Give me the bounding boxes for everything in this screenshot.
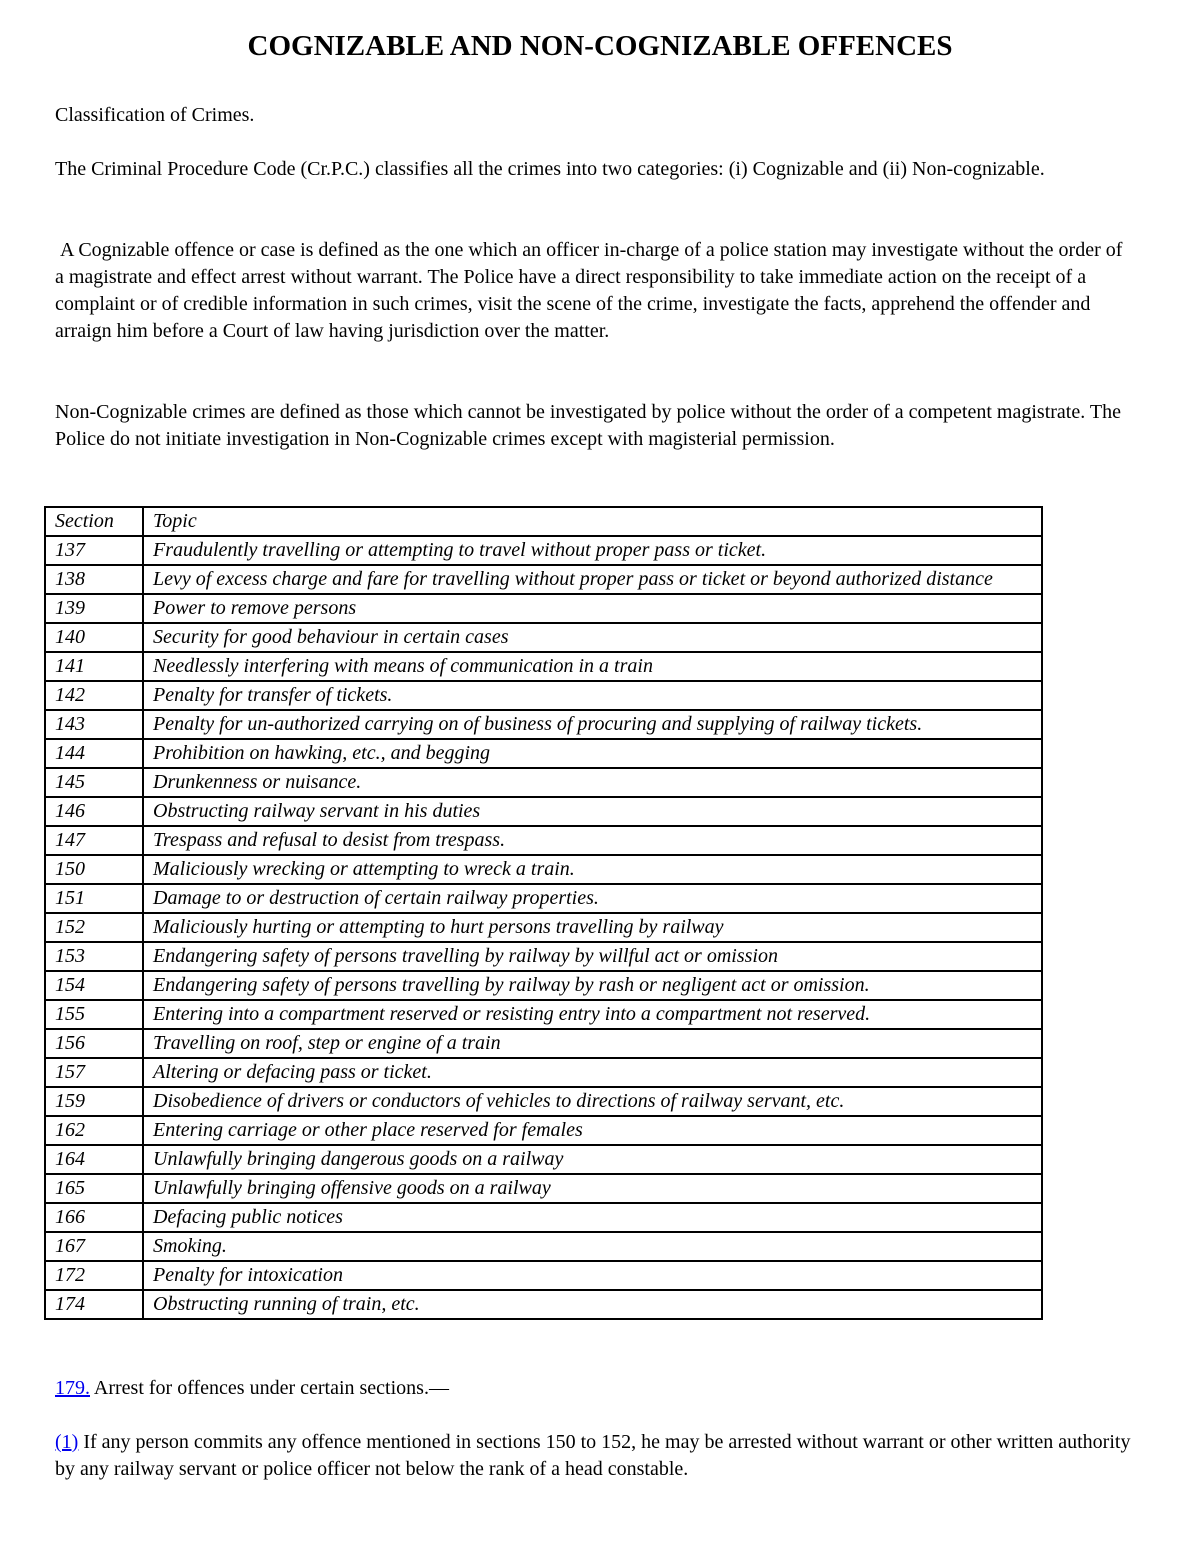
section-topic: Security for good behaviour in certain cases (143, 623, 1042, 652)
cognizable-paragraph (55, 237, 1135, 345)
table-row (45, 594, 1042, 623)
section-topic: Damage to or destruction of certain railway properties. (143, 884, 1042, 913)
section-number: 151 (45, 884, 143, 913)
table-row (45, 797, 1042, 826)
section-number: 174 (45, 1290, 143, 1319)
section-topic: Prohibition on hawking, etc., and begging (143, 739, 1042, 768)
section-179-link[interactable]: 179. (55, 1377, 90, 1399)
section-number: 138 (45, 565, 143, 594)
page-title: COGNIZABLE AND NON-COGNIZABLE OFFENCES (247, 30, 953, 62)
section-topic: Trespass and refusal to desist from trespass. (143, 826, 1042, 855)
section-number: 139 (45, 594, 143, 623)
table-row (45, 884, 1042, 913)
section-number: 153 (45, 942, 143, 971)
subsection-1-link[interactable]: (1) (55, 1431, 79, 1453)
section-topic: Needlessly interfering with means of communication in a train (143, 652, 1042, 681)
table-row (45, 913, 1042, 942)
section-topic: Obstructing running of train, etc. (143, 1290, 1042, 1319)
section-number: 141 (45, 652, 143, 681)
table-row (45, 855, 1042, 884)
table-row (45, 1203, 1042, 1232)
section-number: 155 (45, 1000, 143, 1029)
table-row (45, 1058, 1042, 1087)
section-number: 166 (45, 1203, 143, 1232)
table-row (45, 536, 1042, 565)
section-number: 157 (45, 1058, 143, 1087)
section-topic: Entering into a compartment reserved or resisting entry into a compartment not reserved. (143, 1000, 1042, 1029)
section-number: 172 (45, 1261, 143, 1290)
section-topic: Entering carriage or other place reserved for females (143, 1116, 1042, 1145)
section-topic: Obstructing railway servant in his duties (143, 797, 1042, 826)
section-topic: Disobedience of drivers or conductors of vehicles to directions of railway servant, etc. (143, 1087, 1042, 1116)
table-row (45, 1232, 1042, 1261)
section-179-title: Arrest for offences under certain sections.— (93, 1377, 449, 1399)
table-header-row (45, 507, 1042, 536)
section-topic: Fraudulently travelling or attempting to travel without proper pass or ticket. (143, 536, 1042, 565)
section-topic: Defacing public notices (143, 1203, 1042, 1232)
section-number: 159 (45, 1087, 143, 1116)
table-row (45, 681, 1042, 710)
section-number: 146 (45, 797, 143, 826)
section-number: 162 (45, 1116, 143, 1145)
table-row (45, 1000, 1042, 1029)
section-number: 144 (45, 739, 143, 768)
non-cognizable-paragraph: Non-Cognizable crimes are defined as those which cannot be investigated by police without the order of a competent magistrate. The Police do not initiate investigation in Non-Cognizable crimes except with magisterial permission. (55, 401, 1121, 450)
section-topic: Levy of excess charge and fare for travelling without proper pass or ticket or beyond authorized distance (143, 565, 1042, 594)
section-topic: Maliciously hurting or attempting to hurt persons travelling by railway (143, 913, 1042, 942)
section-number: 164 (45, 1145, 143, 1174)
table-row (45, 623, 1042, 652)
section-number: 167 (45, 1232, 143, 1261)
section-number: 165 (45, 1174, 143, 1203)
cognizable-text: A Cognizable offence or case is defined as the one which an officer in-charge of a police station may investigate without the order of a magistrate and effect arrest without warrant. The Police have a direct responsibility to take immediate action on the receipt of a complaint or of credible information in such crimes, visit the scene of the crime, investigate the facts, apprehend the offender and arraign him before a Court of law having jurisdiction over the matter. (55, 239, 1123, 342)
classification-heading: Classification of Crimes. (55, 104, 255, 126)
section-topic: Smoking. (143, 1232, 1042, 1261)
section-topic: Penalty for un-authorized carrying on of business of procuring and supplying of railway tickets. (143, 710, 1042, 739)
table-row (45, 1145, 1042, 1174)
header-topic: Topic (143, 507, 1042, 536)
section-topic: Power to remove persons (143, 594, 1042, 623)
table-row (45, 652, 1042, 681)
table-row (45, 565, 1042, 594)
section-topic: Maliciously wrecking or attempting to wreck a train. (143, 855, 1042, 884)
section-number: 145 (45, 768, 143, 797)
section-number: 143 (45, 710, 143, 739)
table-row (45, 1261, 1042, 1290)
table-row (45, 768, 1042, 797)
table-row (45, 1290, 1042, 1319)
table-row (45, 1087, 1042, 1116)
section-topic: Unlawfully bringing offensive goods on a railway (143, 1174, 1042, 1203)
section-topic: Unlawfully bringing dangerous goods on a railway (143, 1145, 1042, 1174)
crpc-paragraph: The Criminal Procedure Code (Cr.P.C.) classifies all the crimes into two categories: (i) Cognizable and (ii) Non-cognizable. (55, 158, 1045, 180)
table-row (45, 971, 1042, 1000)
section-topic: Altering or defacing pass or ticket. (143, 1058, 1042, 1087)
table-row (45, 1174, 1042, 1203)
offences-table (44, 506, 1043, 1320)
table-row (45, 1116, 1042, 1145)
section-number: 137 (45, 536, 143, 565)
table-row (45, 942, 1042, 971)
section-number: 154 (45, 971, 143, 1000)
section-topic: Drunkenness or nuisance. (143, 768, 1042, 797)
section-179-heading (55, 1375, 1135, 1402)
header-section: Section (45, 507, 143, 536)
section-179-subsection-1 (55, 1429, 1135, 1483)
subsection-1-text: If any person commits any offence mentioned in sections 150 to 152, he may be arrested without warrant or other written authority by any railway servant or police officer not below the rank of a head constable. (55, 1431, 1131, 1480)
table-row (45, 739, 1042, 768)
section-number: 140 (45, 623, 143, 652)
table-row (45, 710, 1042, 739)
section-topic: Endangering safety of persons travelling by railway by rash or negligent act or omission. (143, 971, 1042, 1000)
section-number: 147 (45, 826, 143, 855)
section-number: 150 (45, 855, 143, 884)
section-topic: Penalty for intoxication (143, 1261, 1042, 1290)
section-number: 142 (45, 681, 143, 710)
section-topic: Travelling on roof, step or engine of a train (143, 1029, 1042, 1058)
section-number: 152 (45, 913, 143, 942)
section-number: 156 (45, 1029, 143, 1058)
section-topic: Penalty for transfer of tickets. (143, 681, 1042, 710)
section-topic: Endangering safety of persons travelling by railway by willful act or omission (143, 942, 1042, 971)
table-row (45, 826, 1042, 855)
table-row (45, 1029, 1042, 1058)
